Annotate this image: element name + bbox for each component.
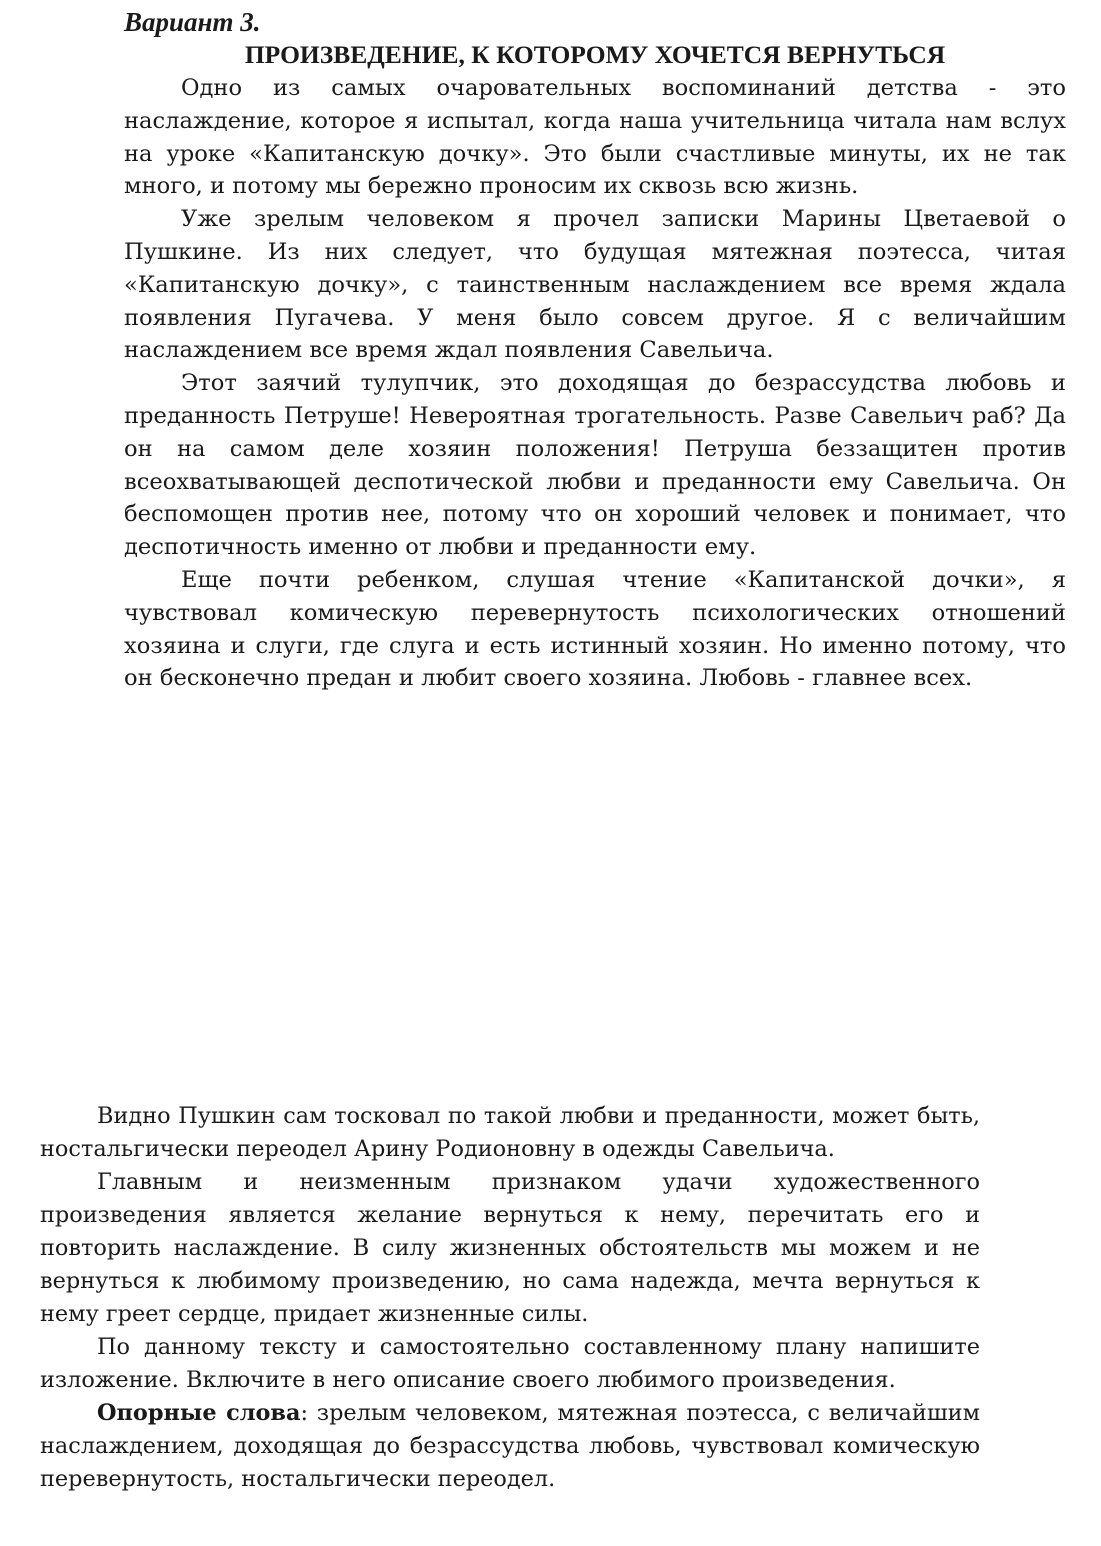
key-words-text: : зрелым человеком, мятежная поэтесса, с величайшим наслаждением, доходящая до безрассудства любовь, чувствовал комическую перевернутость, ностальгически переодел.	[40, 1400, 980, 1492]
paragraph-1: Одно из самых очаровательных воспоминаний детства - это наслаждение, которое я испытал, когда наша учительница читала нам вслух на уроке «Капитанскую дочку». Это были счастливые минуты, их не так много, и потому мы бережно проносим их сквозь всю жизнь.	[124, 75, 1066, 200]
paragraph-5: Видно Пушкин сам тосковал по такой любви и преданности, может быть, ностальгически переодел Арину Родионовну в одежды Савельича.	[40, 1103, 980, 1162]
page-title: ПРОИЗВЕДЕНИЕ, К КОТОРОМУ ХОЧЕТСЯ ВЕРНУТЬСЯ	[244, 40, 946, 69]
paragraph-3: Этот заячий тулупчик, это доходящая до безрассудства любовь и преданность Петруше! Невероятная трогательность. Разве Савельич раб? Да он на самом деле хозяин положения! Петруша беззащитен против всеохватывающей деспотической любви и преданности ему Савельича. Он беспомощен против нее, потому что он хороший человек и понимает, что деспотичность именно от любви и преданности ему.	[124, 370, 1066, 561]
key-words-paragraph	[40, 1397, 980, 1496]
bottom-text-block	[40, 1100, 980, 1496]
paragraph-6: Главным и неизменным признаком удачи художественного произведения является желание вернуться к нему, перечитать его и повторить наслаждение. В силу жизненных обстоятельств мы можем и не вернуться к любимому произведению, но сама надежда, мечта вернуться к нему греет сердце, придает жизненные силы.	[40, 1169, 980, 1327]
paragraph-7: По данному тексту и самостоятельно составленному плану напишите изложение. Включите в него описание своего любимого произведения.	[40, 1334, 980, 1393]
key-words-label: Опорные слова	[97, 1400, 301, 1426]
paragraph-2: Уже зрелым человеком я прочел записки Марины Цветаевой о Пушкине. Из них следует, что будущая мятежная поэтесса, читая «Капитанскую дочку», с таинственным наслаждением все время ждала появления Пугачева. У меня было совсем другое. Я с величайшим наслаждением все время ждал появления Савельича.	[124, 206, 1066, 364]
variant-label: Вариант 3.	[124, 7, 261, 37]
top-text-block	[124, 4, 1066, 695]
paragraph-4: Еще почти ребенком, слушая чтение «Капитанской дочки», я чувствовал комическую перевернутость психологических отношений хозяина и слуги, где слуга и есть истинный хозяин. Но именно потому, что он бесконечно предан и любит своего хозяина. Любовь - главнее всех.	[124, 566, 1066, 692]
